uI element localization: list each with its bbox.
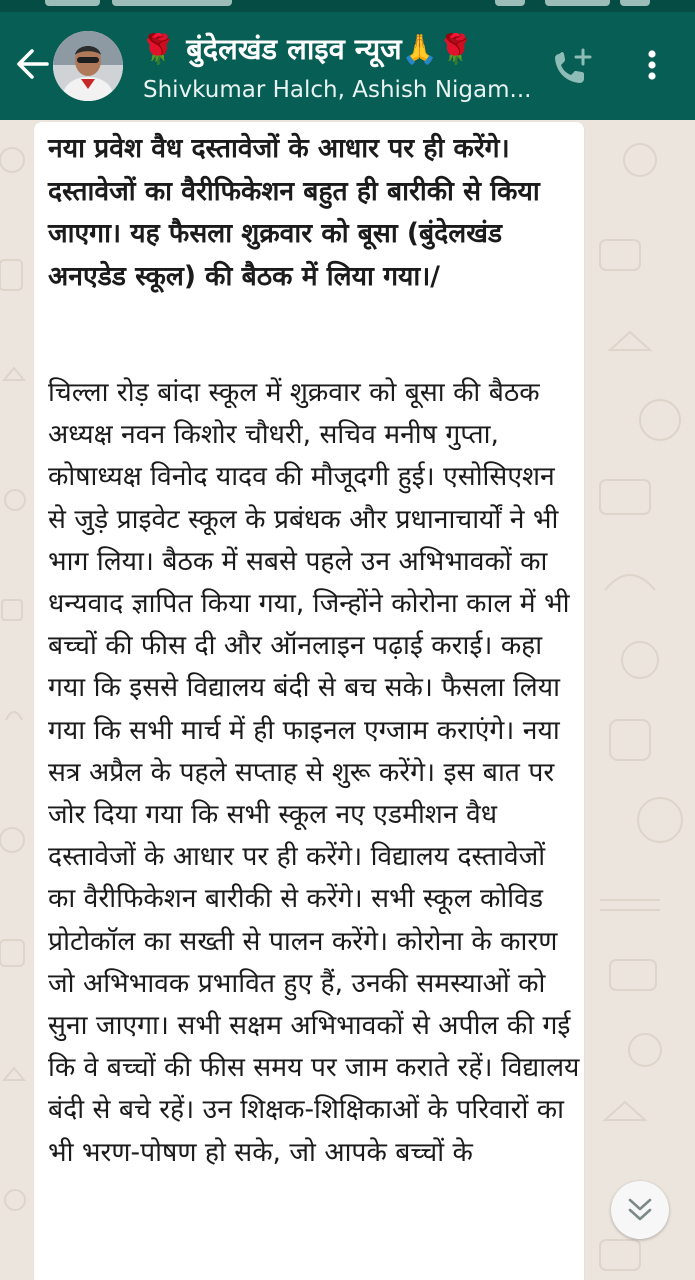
battery-icon [620, 0, 650, 6]
message-headline: नया प्रवेश वैध दस्तावेजों के आधार पर ही करेंगे। दस्तावेजों का वैरीफिकेशन बहुत ही बारीकी से किया जाएगा। यह फैसला शुक्रवार को बूसा (बुंदेलखंड अनएडेड स्कूल) की बैठक में लिया गया।/ [48, 133, 540, 292]
scroll-to-bottom-button[interactable] [611, 1181, 669, 1239]
add-call-icon[interactable] [550, 48, 594, 88]
chat-participants[interactable]: Shivkumar Halch, Ashish Nigam... [143, 77, 532, 103]
message-body: चिल्ला रोड़ बांदा स्कूल में शुक्रवार को बूसा की बैठक अध्यक्ष नवन किशोर चौधरी, सचिव मनीष गुप्ता, कोषाध्यक्ष विनोद यादव की मौजूदगी हुई। एसोसिएशन से जुड़े प्राइवेट स्कूल के प्रबंधक और प्रधानाचार्यों ने भी भाग लिया। बैठक में सबसे पहले उन अभिभावकों का धन्यवाद ज्ञापित किया गया, जिन्होंने कोरोना काल में भी बच्चों की फीस दी और ऑनलाइन पढ़ाई कराई। कहा गया कि इससे विद्यालय बंदी से बच सके। फैसला लिया गया कि सभी मार्च में ही फाइनल एग्जाम कराएंगे। नया सत्र अप्रैल के पहले सप्ताह से शुरू करेंगे। इस बात पर जोर दिया गया कि सभी स्कूल नए एडमीशन वैध दस्तावेजों के आधार पर ही करेंगे। विद्यालय दस्तावेजों का वैरीफिकेशन बारीकी से करेंगे। सभी स्कूल कोविड प्रोटोकॉल का सख्ती से पालन करेंगे। कोरोना के कारण जो अभिभावक प्रभावित हुए हैं, उनकी समस्याओं को सुना जाएगा। सभी सक्षम अभिभावकों से अपील की गई कि वे बच्चों की फीस समय पर जाम कराते रहें। विद्यालय बंदी से बचे रहें। उन शिक्षक-शिक्षिकाओं के परिवारों का भी भरण-पोषण हो सके, जो आपके बच्चों के [48, 377, 580, 1168]
chat-title[interactable]: 🌹 बुंदेलखंड लाइव न्यूज🙏🌹 [140, 32, 474, 66]
avatar[interactable] [53, 31, 123, 101]
status-icons-right-2 [545, 0, 610, 6]
chat-header [0, 12, 695, 120]
chat-area[interactable] [0, 120, 695, 1280]
status-icons-left [45, 0, 100, 6]
back-arrow-icon[interactable] [14, 46, 50, 82]
status-bar [0, 0, 695, 12]
message-bubble[interactable] [34, 122, 584, 1280]
status-icons-right [495, 0, 525, 6]
more-vertical-icon[interactable] [640, 48, 664, 88]
double-chevron-down-icon [626, 1197, 654, 1223]
status-icons-left-2 [112, 0, 232, 6]
